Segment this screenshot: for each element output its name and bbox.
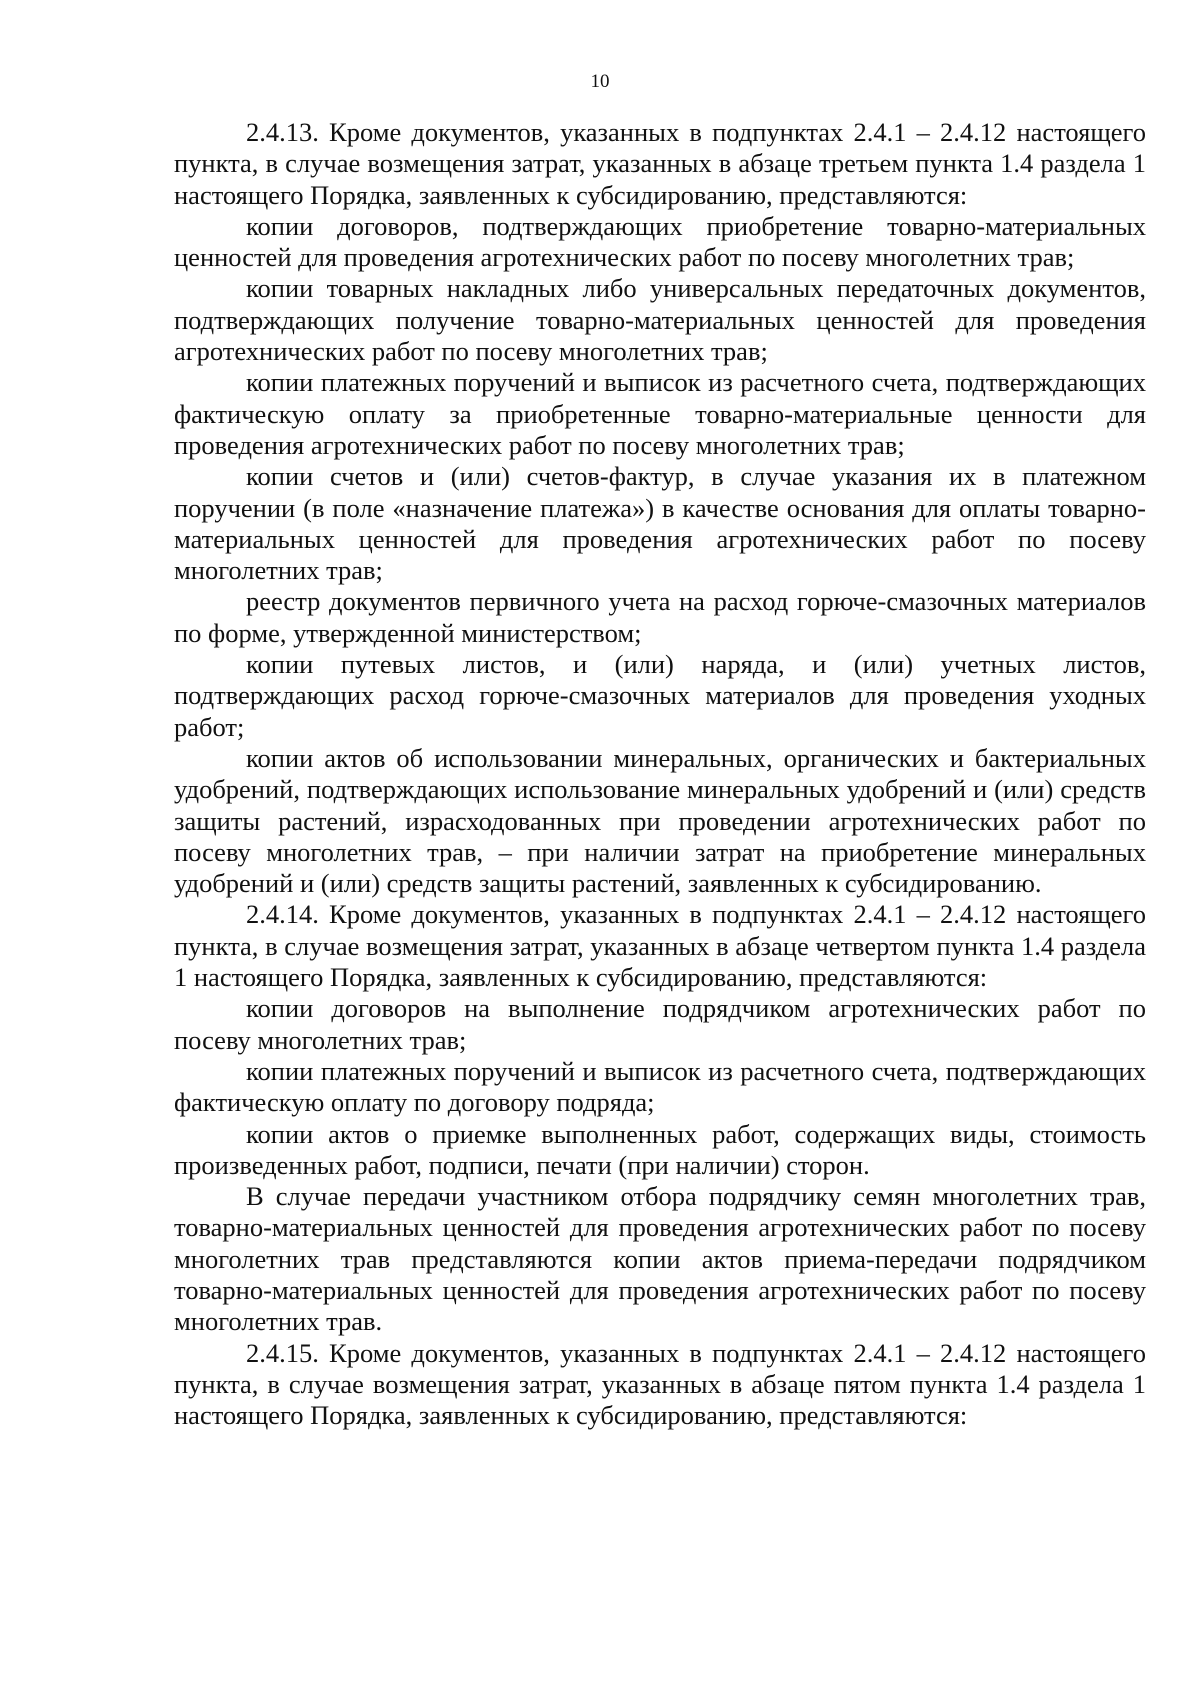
paragraph-contractor-agreements: копии договоров на выполнение подрядчиком агротехнических работ по посеву многолетних трав;	[174, 993, 1146, 1055]
paragraph-invoice-copies: копии счетов и (или) счетов-фактур, в случае указания их в платежном поручении (в поле «назначение платежа») в качестве основания для оплаты товарно-материальных ценностей для проведения агротехнических работ по посеву многолетних трав;	[174, 461, 1146, 586]
paragraph-transfer-acts: В случае передачи участником отбора подрядчику семян многолетних трав, товарно-материальных ценностей для проведения агротехнических работ по посеву многолетних трав представляются копии актов приема-передачи подрядчиком товарно-материальных ценностей для проведения агротехнических работ по посеву многолетних трав.	[174, 1181, 1146, 1337]
paragraph-contract-payments: копии платежных поручений и выписок из расчетного счета, подтверждающих фактическую оплату по договору подряда;	[174, 1055, 1146, 1118]
paragraph-waybill-copies: копии товарных накладных либо универсальных передаточных документов, подтверждающих получение товарно-материальных ценностей для проведения агротехнических работ по посеву многолетних трав;	[174, 273, 1146, 367]
paragraph-fertilizer-acts: копии актов об использовании минеральных, органических и бактериальных удобрений, подтверждающих использование минеральных удобрений и (или) средств защиты растений, израсходованных при проведении агротехнических работ по посеву многолетних трав, – при наличии затрат на приобретение минеральных удобрений и (или) средств защиты растений, заявленных к субсидированию.	[174, 742, 1146, 899]
paragraph-2-4-14: 2.4.14. Кроме документов, указанных в подпунктах 2.4.1 – 2.4.12 настоящего пункта, в случае возмещения затрат, указанных в абзаце четвертом пункта 1.4 раздела 1 настоящего Порядка, заявленных к субсидированию, представляются:	[174, 899, 1146, 993]
paragraph-route-sheets: копии путевых листов, и (или) наряда, и (или) учетных листов, подтверждающих расход горюче-смазочных материалов для проведения уходных работ;	[174, 649, 1146, 742]
page-number: 10	[590, 71, 610, 92]
paragraph-2-4-13: 2.4.13. Кроме документов, указанных в подпунктах 2.4.1 – 2.4.12 настоящего пункта, в случае возмещения затрат, указанных в абзаце третьем пункта 1.4 раздела 1 настоящего Порядка, заявленных к субсидированию, представляются:	[174, 117, 1146, 210]
paragraph-2-4-15: 2.4.15. Кроме документов, указанных в подпунктах 2.4.1 – 2.4.12 настоящего пункта, в случае возмещения затрат, указанных в абзаце пятом пункта 1.4 раздела 1 настоящего Порядка, заявленных к субсидированию, представляются:	[174, 1337, 1146, 1431]
paragraph-acceptance-acts: копии актов о приемке выполненных работ, содержащих виды, стоимость произведенных работ, подписи, печати (при наличии) сторон.	[174, 1118, 1146, 1180]
paragraph-payment-order-copies: копии платежных поручений и выписок из расчетного счета, подтверждающих фактическую оплату за приобретенные товарно-материальные ценности для проведения агротехнических работ по посеву многолетних трав;	[174, 367, 1146, 460]
paragraph-fuel-register: реестр документов первичного учета на расход горюче-смазочных материалов по форме, утвержденной министерством;	[174, 586, 1146, 648]
paragraph-contract-copies: копии договоров, подтверждающих приобретение товарно-материальных ценностей для проведения агротехнических работ по посеву многолетних трав;	[174, 210, 1146, 273]
document-body	[174, 117, 1146, 1431]
